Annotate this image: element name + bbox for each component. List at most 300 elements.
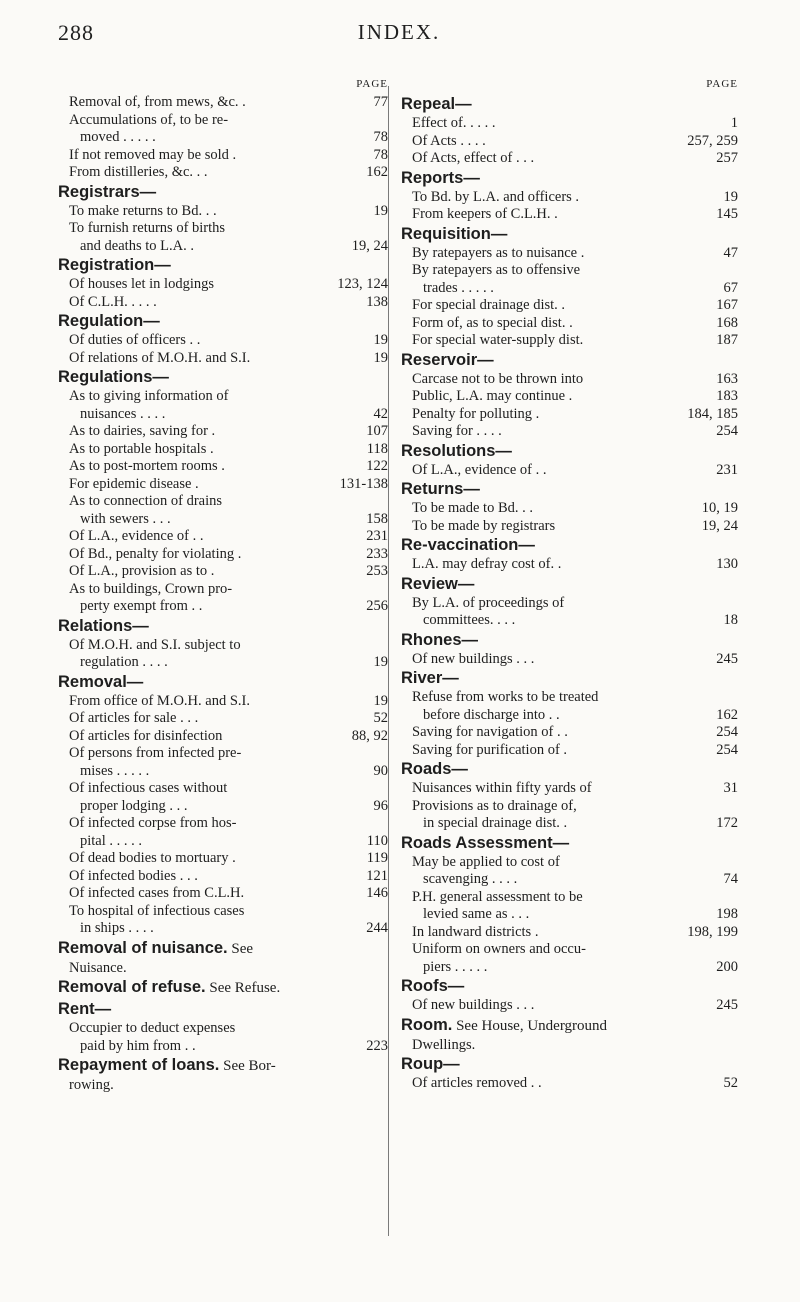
index-entry-continuation [401,280,738,298]
entry-text: Of infected cases from C.L.H. [69,885,245,901]
entry-page-ref: 253 [366,563,388,579]
heading-text: Regulation— [58,312,160,330]
index-heading [58,367,388,388]
entry-text: Of C.L.H. . . . . [69,293,157,310]
entry-page-ref: 223 [366,1037,388,1054]
entry-page-ref: 74 [723,871,738,887]
index-entry-continuation [58,129,388,147]
index-entry [58,458,388,476]
index-entry [401,388,738,406]
index-entry [401,997,738,1015]
entry-text: with sewers . . . [80,510,171,527]
entry-text: rowing. [69,1077,114,1093]
entry-text: P.H. general assessment to be [412,888,583,905]
heading-text: Reports— [401,168,480,187]
entry-text: Of dead bodies to mortuary . [69,850,236,866]
heading-text: Review— [401,574,475,593]
index-heading [401,574,738,595]
entry-text: Of infected corpse from hos- [69,815,237,831]
entry-text: If not removed may be sold . [69,146,237,163]
entry-page-ref [382,745,388,763]
index-heading [401,168,738,189]
index-entry [401,262,738,280]
entry-text: Form of, as to special dist. . [412,314,573,331]
index-entry [401,941,738,959]
entry-text: paid by him from . . [80,1037,196,1054]
index-entry [401,924,738,942]
index-entry [401,798,738,816]
index-entry [58,276,388,294]
entry-text: Uniform on owners and occu- [412,941,586,957]
entry-page-ref: 198, 199 [687,923,738,940]
heading-text: Relations— [58,616,149,635]
entry-text: Public, L.A. may continue . [412,388,573,404]
entry-text: Of Bd., penalty for violating . [69,545,242,562]
entry-text: As to dairies, saving for . [69,423,216,439]
index-entry [58,960,388,978]
entry-page-ref: 138 [366,293,388,310]
entry-text: Dwellings. [412,1036,476,1053]
entry-page-ref: 162 [716,706,738,723]
entry-text: Of articles removed . . [412,1075,542,1091]
index-heading [401,479,738,500]
entry-text: Nuisances within fifty yards of [412,780,592,796]
entry-page-ref [382,960,388,978]
entry-text: and deaths to L.A. . [80,237,194,254]
entry-text: Of houses let in lodgings [69,276,214,292]
index-heading [58,311,388,332]
entry-page-ref: 19 [373,654,388,670]
entry-text: Of M.O.H. and S.I. subject to [69,636,241,653]
entry-page-ref: 121 [366,867,388,884]
index-entry [58,1020,388,1038]
entry-text: Of Acts, effect of . . . [412,150,535,166]
index-entry-continuation [58,798,388,816]
index-heading [401,668,738,689]
index-entry [58,294,388,312]
heading-text: Repeal— [401,95,472,113]
index-entry-continuation [58,406,388,424]
entry-text: Of articles for disinfection [69,727,223,744]
index-entry [58,868,388,886]
index-column-left [58,78,388,1095]
entry-text: To hospital of infectious cases [69,902,245,919]
heading-text: Resolutions— [401,441,512,460]
index-entry [58,563,388,581]
index-entry [401,133,738,151]
index-entry [401,1075,738,1093]
entry-page-ref: 78 [373,146,388,163]
entry-text: levied same as . . . [423,906,530,922]
entry-page-ref: 42 [373,405,388,422]
entry-text: From keepers of C.L.H. . [412,206,558,222]
index-heading [58,672,388,693]
entry-page-ref: 47 [723,244,738,261]
entry-page-ref: 254 [716,423,738,439]
index-entry [401,406,738,424]
index-entry [401,780,738,798]
index-entry [401,1037,738,1055]
entry-page-ref: 96 [373,797,388,814]
entry-page-ref [732,889,738,907]
entry-text: By L.A. of proceedings of [412,594,565,611]
entry-page-ref: 19, 24 [351,237,388,254]
entry-text: moved . . . . . [80,129,156,145]
index-heading [401,759,738,780]
entry-page-ref [382,1077,388,1095]
index-entry [58,581,388,599]
entry-page-ref: 146 [366,885,388,901]
entry-text: For special water-supply dist. [412,332,584,348]
index-entry [401,689,738,707]
page-number: 288 [58,20,94,45]
index-entry [58,94,388,112]
index-entry-continuation [58,238,388,256]
running-title: INDEX. [357,20,441,44]
entry-text: As to giving information of [69,388,229,404]
entry-text: Of infectious cases without [69,780,228,796]
entry-page-ref: 90 [373,762,388,779]
heading-text: Rent— [58,1000,112,1018]
entry-text: Provisions as to drainage of, [412,797,577,814]
index-heading [401,1015,738,1037]
entry-text: Of Acts . . . . [412,132,486,149]
entry-text: L.A. may defray cost of. . [412,556,562,572]
entry-text: Of new buildings . . . [412,997,535,1013]
entry-text: mises . . . . . [80,762,150,779]
index-entry [401,315,738,333]
index-entry [58,693,388,711]
entry-text: Accumulations of, to be re- [69,111,229,128]
entry-text: Removal of, from mews, &c. . [69,94,246,110]
entry-page-ref: 172 [716,815,738,831]
index-entry-continuation [401,815,738,833]
entry-text: For epidemic disease . [69,475,199,492]
entry-page-ref: 123, 124 [337,276,388,292]
entry-page-ref: 200 [716,958,738,975]
index-heading [401,224,738,245]
entry-page-ref: 52 [723,1075,738,1091]
entry-page-ref: 18 [723,612,738,628]
entry-text: committees. . . . [423,612,516,628]
entry-page-ref [382,637,388,655]
entry-page-ref: 130 [716,556,738,572]
entry-page-ref: 167 [716,297,738,313]
index-entry [401,371,738,389]
heading-text: Roads Assessment— [401,833,570,852]
index-entry [58,164,388,182]
entry-page-ref [382,581,388,599]
index-entry [401,332,738,350]
entry-text: perty exempt from . . [80,598,203,614]
entry-text: Of persons from infected pre- [69,745,242,761]
entry-text: By ratepayers as to offensive [412,262,581,278]
entry-text: Of L.A., evidence of . . [69,528,204,544]
index-entry [401,595,738,613]
entry-page-ref: 158 [366,510,388,527]
index-entry-continuation [58,833,388,851]
index-entry-continuation [401,906,738,924]
entry-page-ref: 187 [716,332,738,348]
index-entry [58,710,388,728]
index-heading [58,1055,388,1077]
entry-page-ref [382,388,388,406]
index-entry [401,854,738,872]
index-entry [401,556,738,574]
entry-page-ref [382,1020,388,1038]
entry-text: Of L.A., provision as to . [69,563,215,579]
index-entry [401,189,738,207]
index-heading [58,977,388,999]
entry-text: scavenging . . . . [423,871,518,887]
index-entry [401,115,738,133]
entry-text: By ratepayers as to nuisance . [412,244,585,261]
entry-text: Of relations of M.O.H. and S.I. [69,349,251,366]
index-heading [58,616,388,637]
index-entry-continuation [58,598,388,616]
entry-page-ref [382,903,388,921]
entry-page-ref: 162 [366,164,388,180]
index-entry [58,332,388,350]
entry-page-ref: 183 [716,388,738,404]
entry-page-ref: 184, 185 [687,405,738,422]
entry-page-ref: 254 [716,724,738,740]
heading-text: Regulations— [58,368,169,386]
index-entry [58,350,388,368]
entry-text: Occupier to deduct expenses [69,1020,236,1036]
index-entry [401,500,738,518]
entry-page-ref: 88, 92 [351,727,388,744]
index-entry [58,147,388,165]
entry-page-ref [382,493,388,511]
index-heading [401,350,738,371]
index-entry [58,903,388,921]
index-heading [58,255,388,276]
column-divider [388,86,389,1236]
page-column-label: PAGE [356,78,388,90]
entry-text: before discharge into . . [423,706,560,723]
entry-page-ref: 10, 19 [701,500,738,516]
index-entry-continuation [401,959,738,977]
index-entry [58,493,388,511]
entry-text: Nuisance. [69,959,127,976]
heading-text: Requisition— [401,224,508,243]
entries-left [58,94,388,1095]
entry-page-ref: 31 [723,780,738,796]
heading-text: Roads— [401,760,468,778]
index-entry-continuation [58,920,388,938]
entry-page-ref [382,112,388,130]
entry-page-ref: 254 [716,741,738,758]
entry-page-ref: 245 [716,997,738,1013]
index-entry [58,637,388,655]
index-entry [58,780,388,798]
entry-page-ref: 107 [366,423,388,439]
entry-text: For special drainage dist. . [412,297,566,313]
heading-text: Removal of nuisance. [58,938,228,957]
cross-reference-note: See Refuse. [205,980,281,996]
index-entry [401,651,738,669]
index-entry [401,150,738,168]
entry-text: As to connection of drains [69,493,223,509]
entry-text: Of duties of officers . . [69,332,201,348]
entry-page-ref: 198 [716,906,738,922]
entry-text: Saving for purification of . [412,741,568,758]
entry-text: trades . . . . . [423,279,494,296]
entry-page-ref: 77 [373,94,388,110]
entry-page-ref: 244 [366,920,388,936]
index-heading [401,976,738,997]
index-entry-continuation [401,871,738,889]
entry-page-ref: 131-138 [339,475,388,492]
entry-page-ref: 19, 24 [701,517,738,534]
entry-page-ref: 19 [723,188,738,205]
entry-text: Penalty for polluting . [412,405,540,422]
entry-text: proper lodging . . . [80,797,188,814]
entry-text: May be applied to cost of [412,853,560,870]
heading-text: Roofs— [401,977,465,995]
index-entry [58,528,388,546]
heading-text: Removal— [58,672,144,691]
index-entry [401,297,738,315]
index-entry [58,745,388,763]
index-entry [58,203,388,221]
cross-reference-note: See House, Underground [452,1017,608,1034]
entry-page-ref: 19 [373,202,388,219]
heading-text: River— [401,669,459,687]
entry-page-ref: 256 [366,598,388,614]
index-entry [401,889,738,907]
entry-text: Carcase not to be thrown into [412,370,584,387]
heading-text: Removal of refuse. [58,978,206,996]
entry-text: As to post-mortem rooms . [69,458,225,474]
entry-page-ref [382,220,388,238]
entry-text: To Bd. by L.A. and officers . [412,188,580,205]
entry-text: Of articles for sale . . . [69,710,199,726]
entry-page-ref: 19 [373,692,388,709]
index-entry [401,462,738,480]
index-entry [401,245,738,263]
entry-text: piers . . . . . [423,958,488,975]
heading-text: Roup— [401,1055,460,1073]
entry-page-ref [732,941,738,959]
entry-text: To be made by registrars [412,517,556,534]
index-heading [401,441,738,462]
entry-page-ref [732,262,738,280]
entry-page-ref [732,798,738,816]
heading-text: Repayment of loans. [58,1056,220,1074]
entry-page-ref [732,1037,738,1055]
index-entry [58,1077,388,1095]
heading-text: Room. [401,1015,453,1034]
entry-page-ref: 118 [366,440,388,457]
entry-page-ref: 119 [366,850,388,866]
index-entry-continuation [58,763,388,781]
entry-page-ref: 231 [716,461,738,478]
entry-page-ref: 257 [716,150,738,166]
entry-text: In landward districts . [412,923,539,940]
entry-page-ref [732,854,738,872]
entry-text: Of L.A., evidence of . . [412,461,547,478]
entry-text: To be made to Bd. . . [412,500,534,516]
cross-reference-note: See [227,940,254,957]
index-entry [58,220,388,238]
page-column-label: PAGE [706,78,738,90]
heading-text: Returns— [401,480,480,498]
entry-text: To make returns to Bd. . . [69,202,217,219]
entry-page-ref: 231 [366,528,388,544]
index-entry-continuation [401,707,738,725]
entry-page-ref: 19 [373,349,388,366]
entries-right [401,94,738,1093]
index-entry [58,728,388,746]
index-heading [401,535,738,556]
entry-page-ref: 19 [373,332,388,348]
index-entry [401,206,738,224]
heading-text: Re-vaccination— [401,536,535,554]
entry-text: Saving for . . . . [412,423,502,439]
entry-page-ref: 168 [716,314,738,331]
heading-text: Registrars— [58,182,157,201]
index-entry [401,518,738,536]
index-heading [401,630,738,651]
entry-page-ref: 257, 259 [687,132,738,149]
index-entry-continuation [401,612,738,630]
index-heading [401,94,738,115]
index-entry [58,388,388,406]
index-heading [58,182,388,203]
index-entry [401,423,738,441]
entry-text: regulation . . . . [80,654,168,670]
index-entry [58,850,388,868]
entry-page-ref: 245 [716,650,738,667]
entry-page-ref [382,780,388,798]
index-entry-continuation [58,1038,388,1056]
entry-text: nuisances . . . . [80,405,166,422]
index-entry [58,441,388,459]
entry-text: pital . . . . . [80,832,143,849]
entry-page-ref: 145 [716,206,738,222]
index-heading [58,938,388,960]
entry-text: From distilleries, &c. . . [69,164,208,180]
index-heading [401,833,738,854]
entry-text: Of infected bodies . . . [69,867,198,884]
index-entry-continuation [58,511,388,529]
heading-text: Rhones— [401,630,479,649]
entry-page-ref [732,595,738,613]
entry-text: From office of M.O.H. and S.I. [69,692,250,709]
entry-text: Of new buildings . . . [412,650,535,667]
index-entry-continuation [58,654,388,672]
entry-text: Saving for navigation of . . [412,724,568,740]
entry-page-ref: 1 [730,115,738,131]
index-entry [58,546,388,564]
heading-text: Reservoir— [401,350,494,369]
entry-text: in special drainage dist. . [423,815,568,831]
entry-page-ref: 163 [716,370,738,387]
index-entry [58,112,388,130]
index-entry [58,423,388,441]
index-heading [401,1054,738,1075]
index-entry [58,815,388,833]
entry-page-ref [382,815,388,833]
index-entry [401,724,738,742]
entry-page-ref: 110 [366,832,388,849]
entry-page-ref: 52 [373,710,388,726]
page-header [58,20,740,50]
index-entry [58,885,388,903]
entry-text: Effect of. . . . . [412,115,496,131]
